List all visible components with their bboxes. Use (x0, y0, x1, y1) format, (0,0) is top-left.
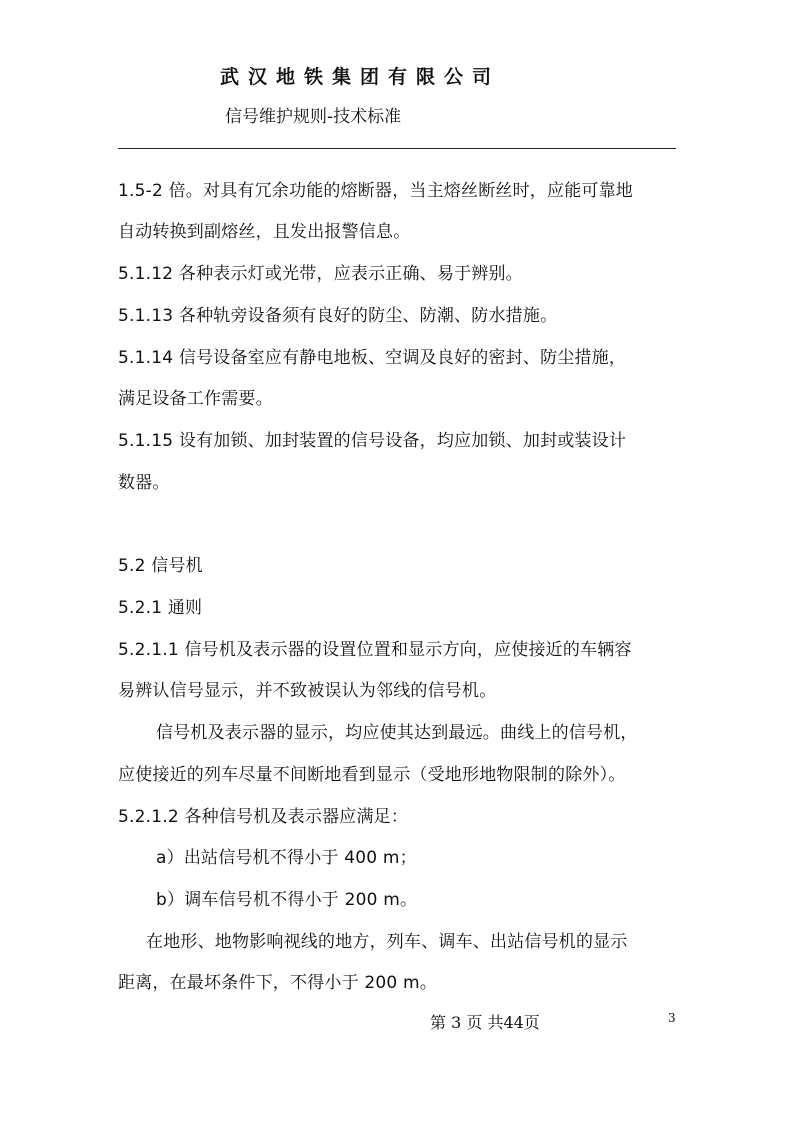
list-item: a）出站信号机不得小于 400 m； (156, 848, 417, 868)
company-name: 武汉地铁集团有限公司 (220, 66, 501, 88)
subsection-heading: 5.2.1 通则 (118, 598, 203, 618)
body-line: 应使接近的列车尽量不间断地看到显示（受地形地物限制的除外）。 (118, 765, 626, 785)
document-subtitle: 信号维护规则-技术标准 (225, 107, 402, 127)
body-line: 5.2.1.1 信号机及表示器的设置位置和显示方向，应使接近的车辆容 (118, 640, 632, 660)
body-line: 在地形、地物影响视线的地方，列车、调车、出站信号机的显示 (146, 932, 628, 952)
header-divider (118, 148, 676, 149)
body-line: 自动转换到副熔丝，且发出报警信息。 (118, 222, 411, 242)
body-line: 5.1.15 设有加锁、加封装置的信号设备，均应加锁、加封或装设计 (118, 431, 627, 451)
list-item: b）调车信号机不得小于 200 m。 (156, 890, 418, 910)
page-footer: 第 3 页 共44页 (430, 1013, 540, 1032)
body-line: 距离，在最坏条件下，不得小于 200 m。 (118, 973, 438, 993)
section-heading: 5.2 信号机 (118, 556, 203, 576)
body-line: 5.1.14 信号设备室应有静电地板、空调及良好的密封、防尘措施， (118, 348, 627, 368)
body-line: 5.2.1.2 各种信号机及表示器应满足： (118, 807, 409, 827)
body-line: 1.5-2 倍。对具有冗余功能的熔断器，当主熔丝断丝时，应能可靠地 (118, 181, 633, 201)
body-line: 易辨认信号显示，并不致被误认为邻线的信号机。 (118, 681, 497, 701)
page-number: 3 (668, 1011, 676, 1025)
body-line: 信号机及表示器的显示，均应使其达到最远。曲线上的信号机， (156, 723, 638, 743)
body-line: 5.1.12 各种表示灯或光带，应表示正确、易于辨别。 (118, 264, 523, 284)
body-line: 满足设备工作需要。 (118, 389, 273, 409)
body-line: 数器。 (118, 473, 170, 493)
body-line: 5.1.13 各种轨旁设备须有良好的防尘、防潮、防水措施。 (118, 306, 558, 326)
